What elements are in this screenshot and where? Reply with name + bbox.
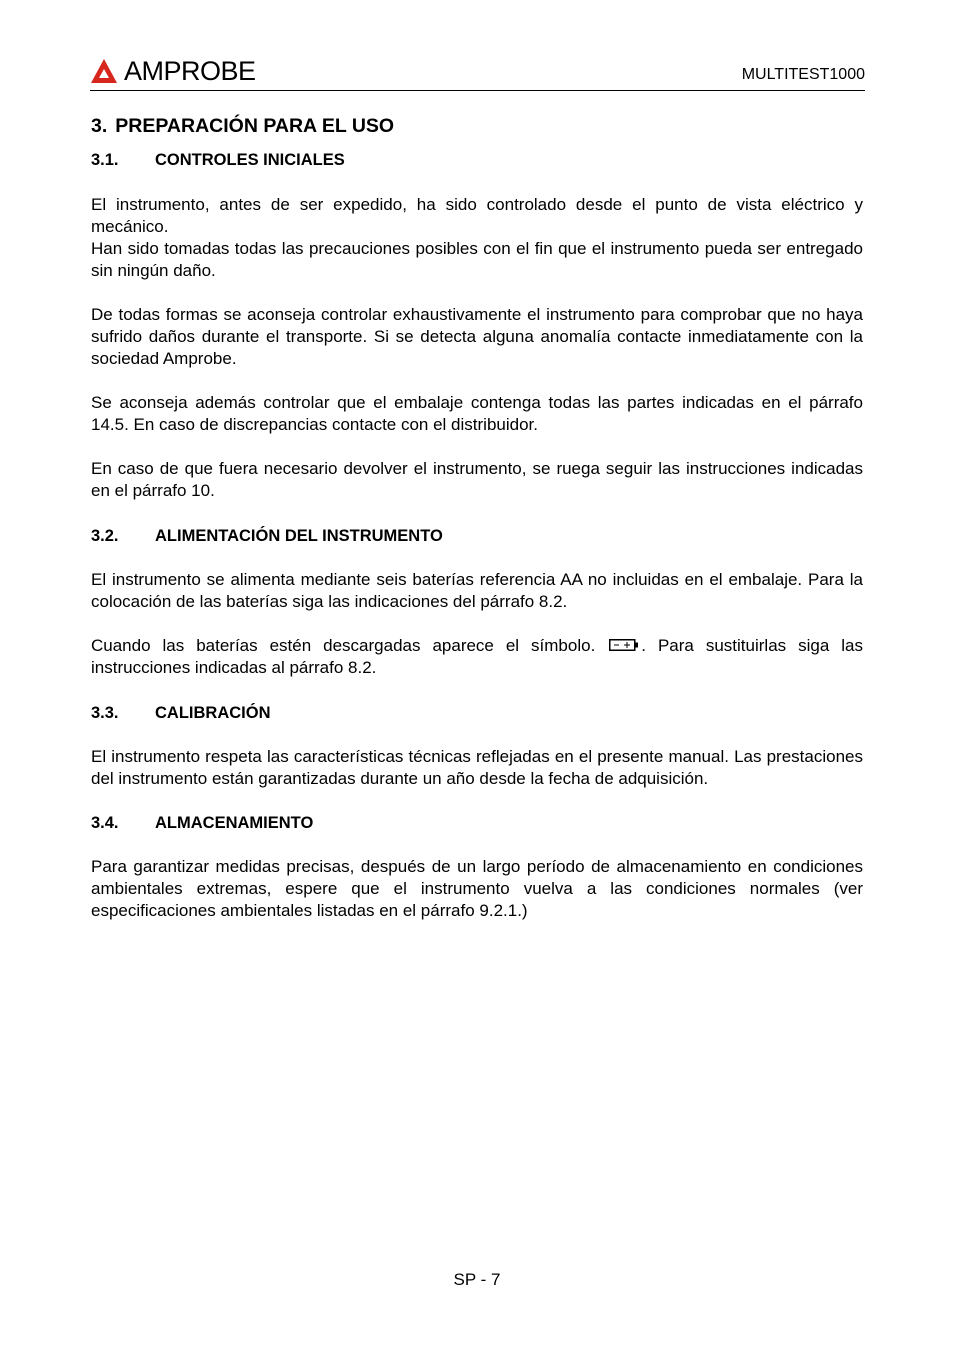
paragraph: En caso de que fuera necesario devolver el instrumento, se ruega seguir las instrucciones indicadas en el párrafo 10. [91, 459, 863, 500]
battery-text-after: . Para sustituirlas siga las instrucciones indicadas al párrafo 8.2. [91, 636, 863, 677]
section-title-text: PREPARACIÓN PARA EL USO [115, 115, 395, 137]
paragraph: El instrumento se alimenta mediante seis baterías referencia AA no incluidas en el embalaje. Para la colocación de las baterías siga las indicaciones del párrafo 8.2. [91, 570, 863, 611]
brand-logo [90, 56, 256, 86]
subsection-title: CALIBRACIÓN [155, 704, 271, 722]
paragraph: El instrumento, antes de ser expedido, ha sido controlado desde el punto de vista eléctrico y mecánico. [91, 195, 863, 236]
subsection-number: 3.2. [91, 527, 119, 545]
subsection-heading [91, 702, 863, 724]
subsection-heading [91, 812, 863, 834]
page-number: SP - 7 [453, 1270, 501, 1289]
paragraph [91, 635, 863, 679]
section-title [91, 114, 863, 138]
subsection-heading [91, 525, 863, 547]
brand-name: AMPROBE [124, 56, 256, 86]
battery-text-before: Cuando las baterías estén descargadas aparece el símbolo. [91, 636, 596, 655]
subsection-number: 3.3. [91, 704, 119, 722]
page-content [91, 114, 863, 922]
amprobe-logo-icon [90, 58, 118, 84]
model-name: MULTITEST1000 [741, 66, 865, 83]
subsection-title: CONTROLES INICIALES [155, 151, 345, 169]
paragraph: Para garantizar medidas precisas, después de un largo período de almacenamiento en condiciones ambientales extremas, espere que el instrumento vuelva a las condiciones normales (ver especificaciones ambientales listadas en el párrafo 9.2.1.) [91, 857, 863, 920]
paragraph: El instrumento respeta las características técnicas reflejadas en el presente manual. Las prestaciones del instrumento están garantizadas durante un año desde la fecha de adquisición. [91, 747, 863, 788]
subsection-title: ALIMENTACIÓN DEL INSTRUMENTO [155, 527, 443, 545]
subsection-title: ALMACENAMIENTO [155, 814, 314, 832]
subsection-number: 3.1. [91, 151, 119, 169]
section-number: 3. [91, 115, 108, 137]
subsection-number: 3.4. [91, 814, 119, 832]
paragraph: Se aconseja además controlar que el embalaje contenga todas las partes indicadas en el párrafo 14.5. En caso de discrepancias contacte con el distribuidor. [91, 393, 863, 434]
paragraph: De todas formas se aconseja controlar exhaustivamente el instrumento para comprobar que no haya sufrido daños durante el transporte. Si se detecta alguna anomalía contacte inmediatamente con la sociedad Amprobe. [91, 305, 863, 368]
page-header [90, 54, 865, 91]
subsection-heading [91, 149, 863, 171]
low-battery-icon [609, 639, 639, 651]
paragraph: Han sido tomadas todas las precauciones posibles con el fin que el instrumento pueda ser entregado sin ningún daño. [91, 239, 863, 280]
